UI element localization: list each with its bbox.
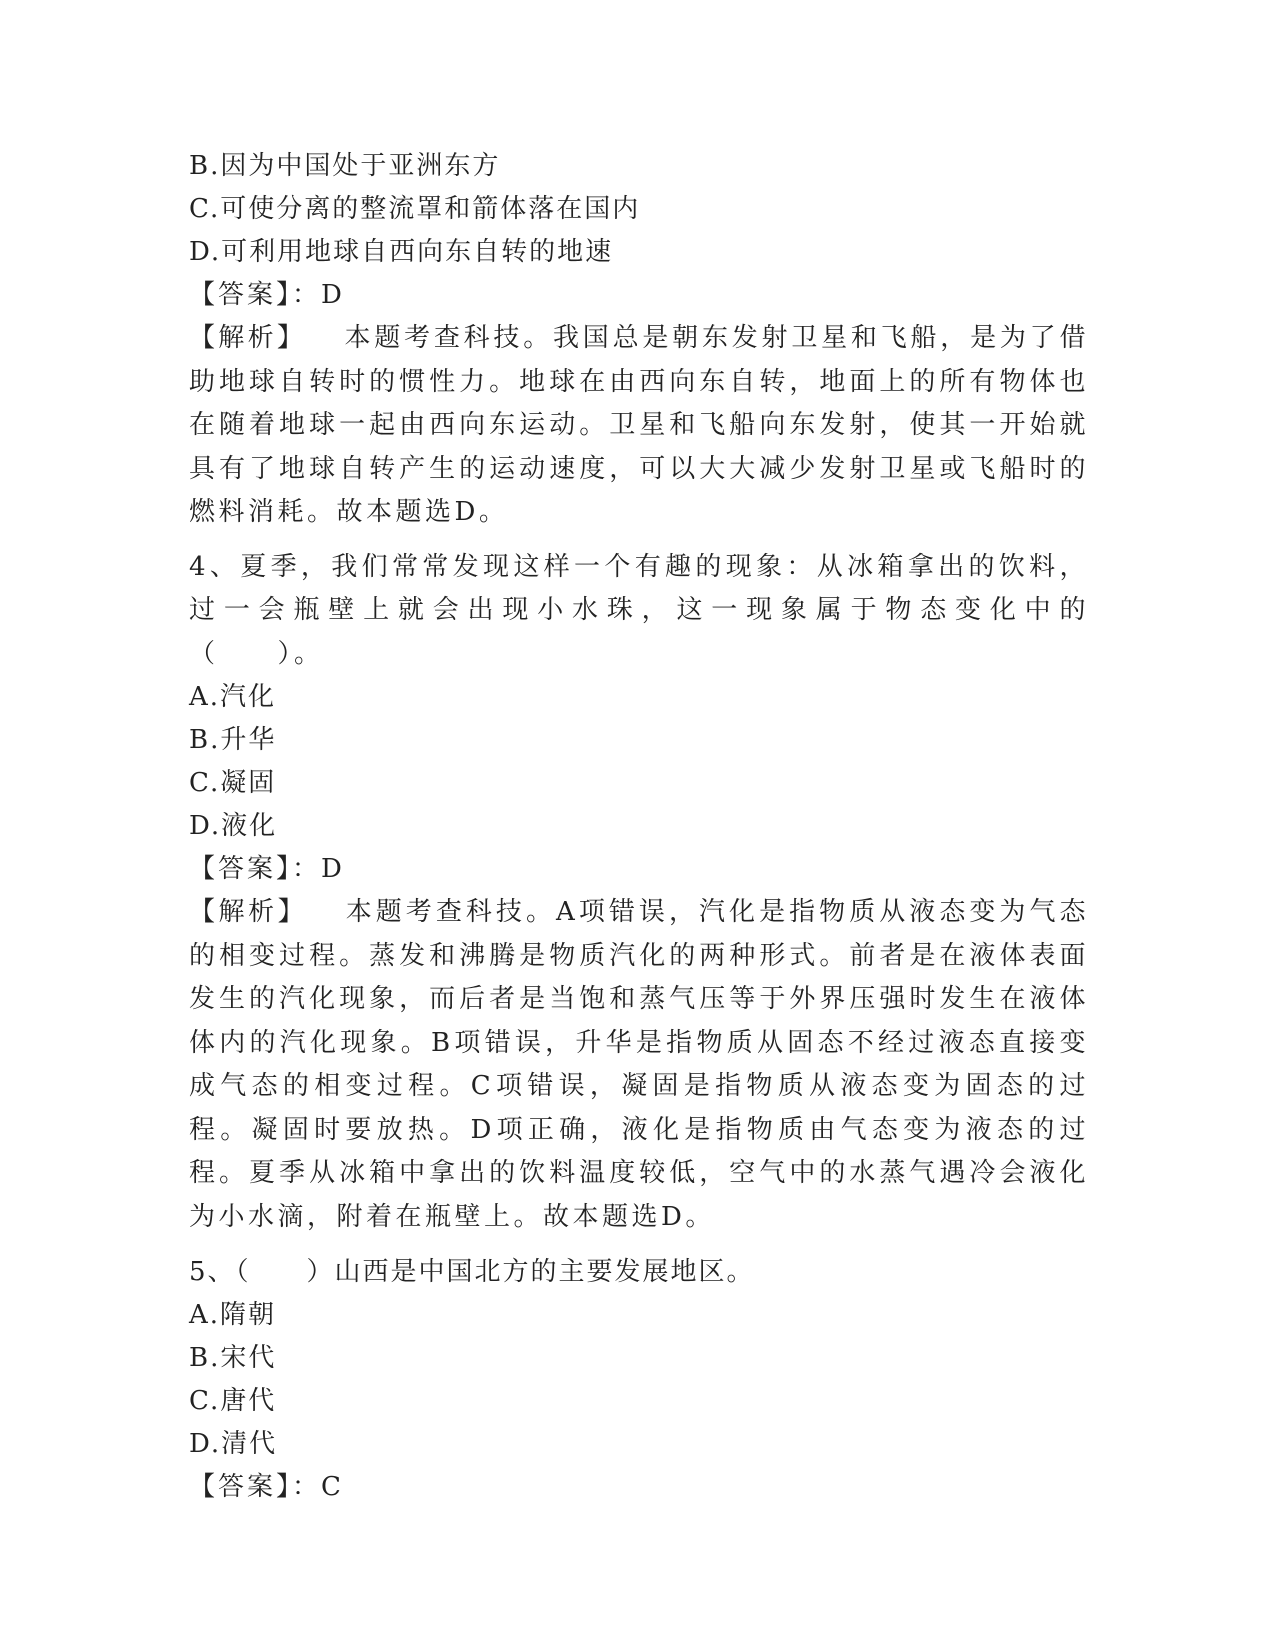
q5-answer-value: C	[321, 1472, 343, 1502]
document-page	[189, 145, 1089, 1509]
q4-analysis	[189, 891, 1089, 1239]
question-3-tail	[189, 145, 1089, 535]
q3-answer-value: D	[321, 280, 344, 310]
q3-answer-label: 【答案】：	[189, 280, 322, 310]
question-4	[189, 546, 1089, 1240]
q4-stem: 4、夏季，我们常常发现这样一个有趣的现象：从冰箱拿出的饮料，过一会瓶壁上就会出现小水珠，这一现象属于物态变化中的（ ）。	[189, 551, 1089, 669]
q5-option-b: B.宋代	[189, 1343, 277, 1373]
q5-answer-label: 【答案】：	[189, 1472, 322, 1502]
q4-answer-label: 【答案】：	[189, 854, 322, 884]
q4-option-a: A.汽化	[189, 682, 277, 712]
q5-option-d: D.清代	[189, 1429, 278, 1459]
q3-analysis-label: 【解析】	[189, 323, 307, 353]
q3-option-b: B.因为中国处于亚洲东方	[189, 151, 501, 181]
spacer	[189, 535, 1089, 546]
q4-option-b: B.升华	[189, 725, 277, 755]
q3-option-d: D.可利用地球自西向东自转的地速	[189, 237, 614, 267]
spacer	[189, 1239, 1089, 1251]
q4-analysis-text: 本题考查科技。A项错误，汽化是指物质从液态变为气态的相变过程。蒸发和沸腾是物质汽化的两种形式。前者是在液体表面发生的汽化现象，而后者是当饱和蒸气压等于外界压强时发生在液体体内的汽化现象。B项错误，升华是指物质从固态不经过液态直接变成气态的相变过程。C项错误，凝固是指物质从液态变为固态的过程。凝固时要放热。D项正确，液化是指物质由气态变为液态的过程。夏季从冰箱中拿出的饮料温度较低，空气中的水蒸气遇冷会液化为小水滴，附着在瓶壁上。故本题选D。	[189, 897, 1089, 1232]
q5-option-c: C.唐代	[189, 1386, 277, 1416]
q4-option-c: C.凝固	[189, 768, 277, 798]
q3-option-c: C.可使分离的整流罩和箭体落在国内	[189, 194, 641, 224]
q5-answer	[189, 1466, 1089, 1509]
q3-analysis-text: 本题考查科技。我国总是朝东发射卫星和飞船，是为了借助地球自转时的惯性力。地球在由西向东自转，地面上的所有物体也在随着地球一起由西向东运动。卫星和飞船向东发射，使其一开始就具有了地球自转产生的运动速度，可以大大减少发射卫星或飞船时的燃料消耗。故本题选D。	[189, 323, 1089, 527]
q4-option-d: D.液化	[189, 811, 278, 841]
q4-analysis-label: 【解析】	[189, 897, 308, 927]
q5-stem: 5、（ ）山西是中国北方的主要发展地区。	[189, 1257, 755, 1287]
q4-answer-value: D	[321, 854, 344, 884]
q4-answer	[189, 848, 1089, 891]
q5-option-a: A.隋朝	[189, 1300, 277, 1330]
q3-analysis	[189, 317, 1089, 535]
question-5	[189, 1251, 1089, 1509]
q3-answer	[189, 274, 1089, 317]
